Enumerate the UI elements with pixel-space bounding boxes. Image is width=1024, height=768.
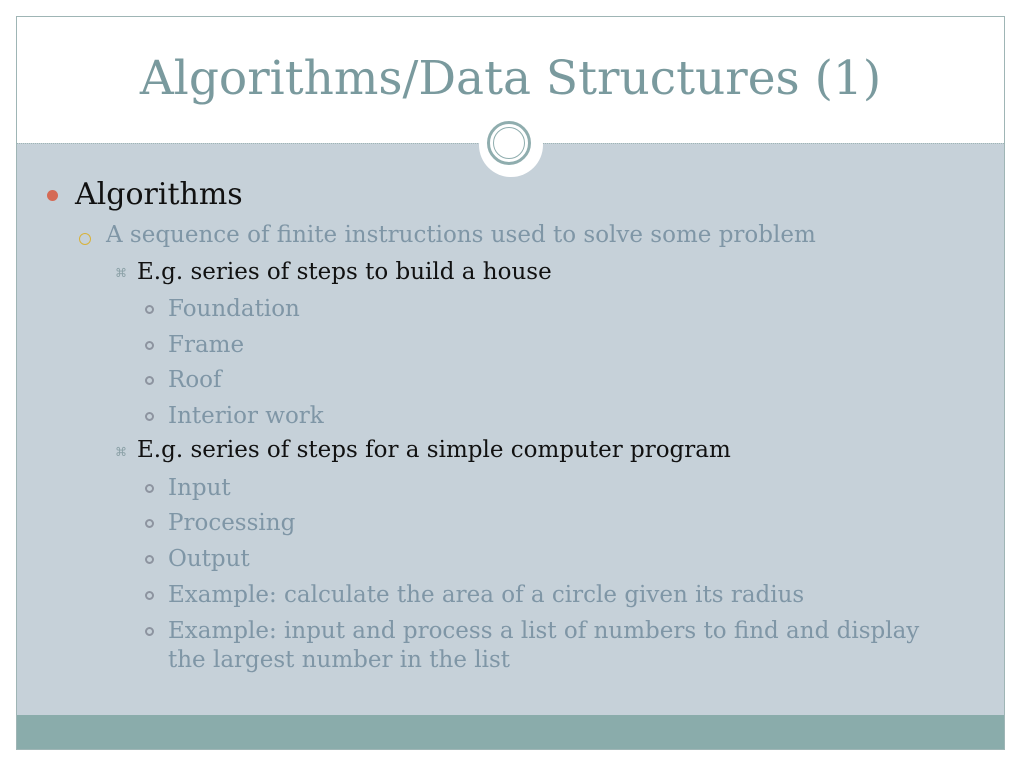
small-ring-bullet-icon bbox=[145, 484, 154, 493]
list-item: Interior work bbox=[168, 403, 324, 429]
list-item: Foundation bbox=[168, 296, 300, 322]
slide-title: Algorithms/Data Structures (1) bbox=[139, 51, 882, 106]
bullet-example-house: E.g. series of steps to build a house bbox=[137, 259, 552, 285]
small-ring-bullet-icon bbox=[145, 305, 154, 314]
small-ring-bullet-icon bbox=[145, 555, 154, 564]
list-item: Example: input and process a list of numbers to find and display bbox=[168, 618, 920, 644]
list-item: Roof bbox=[168, 367, 222, 393]
small-ring-bullet-icon bbox=[145, 341, 154, 350]
list-item: Example: calculate the area of a circle given its radius bbox=[168, 582, 805, 608]
slide bbox=[16, 16, 1005, 750]
small-ring-bullet-icon bbox=[145, 519, 154, 528]
bullet-example-program: E.g. series of steps for a simple computer program bbox=[137, 437, 731, 463]
list-item: Input bbox=[168, 475, 231, 501]
list-item: Frame bbox=[168, 332, 245, 358]
hollow-circle-bullet-icon bbox=[79, 233, 91, 245]
small-ring-bullet-icon bbox=[145, 376, 154, 385]
list-item-continuation: the largest number in the list bbox=[168, 647, 511, 673]
bullet-definition: A sequence of finite instructions used to solve some problem bbox=[106, 222, 816, 248]
list-item: Processing bbox=[168, 510, 296, 536]
x-cross-bullet-icon: ⌘ bbox=[115, 266, 127, 280]
list-item: Output bbox=[168, 546, 250, 572]
footer-bar bbox=[17, 715, 1004, 749]
small-ring-bullet-icon bbox=[145, 591, 154, 600]
small-ring-bullet-icon bbox=[145, 627, 154, 636]
slide-body bbox=[17, 17, 1004, 749]
x-cross-bullet-icon: ⌘ bbox=[115, 445, 127, 459]
filled-circle-bullet-icon bbox=[47, 190, 58, 201]
small-ring-bullet-icon bbox=[145, 412, 154, 421]
bullet-algorithms: Algorithms bbox=[75, 177, 243, 212]
